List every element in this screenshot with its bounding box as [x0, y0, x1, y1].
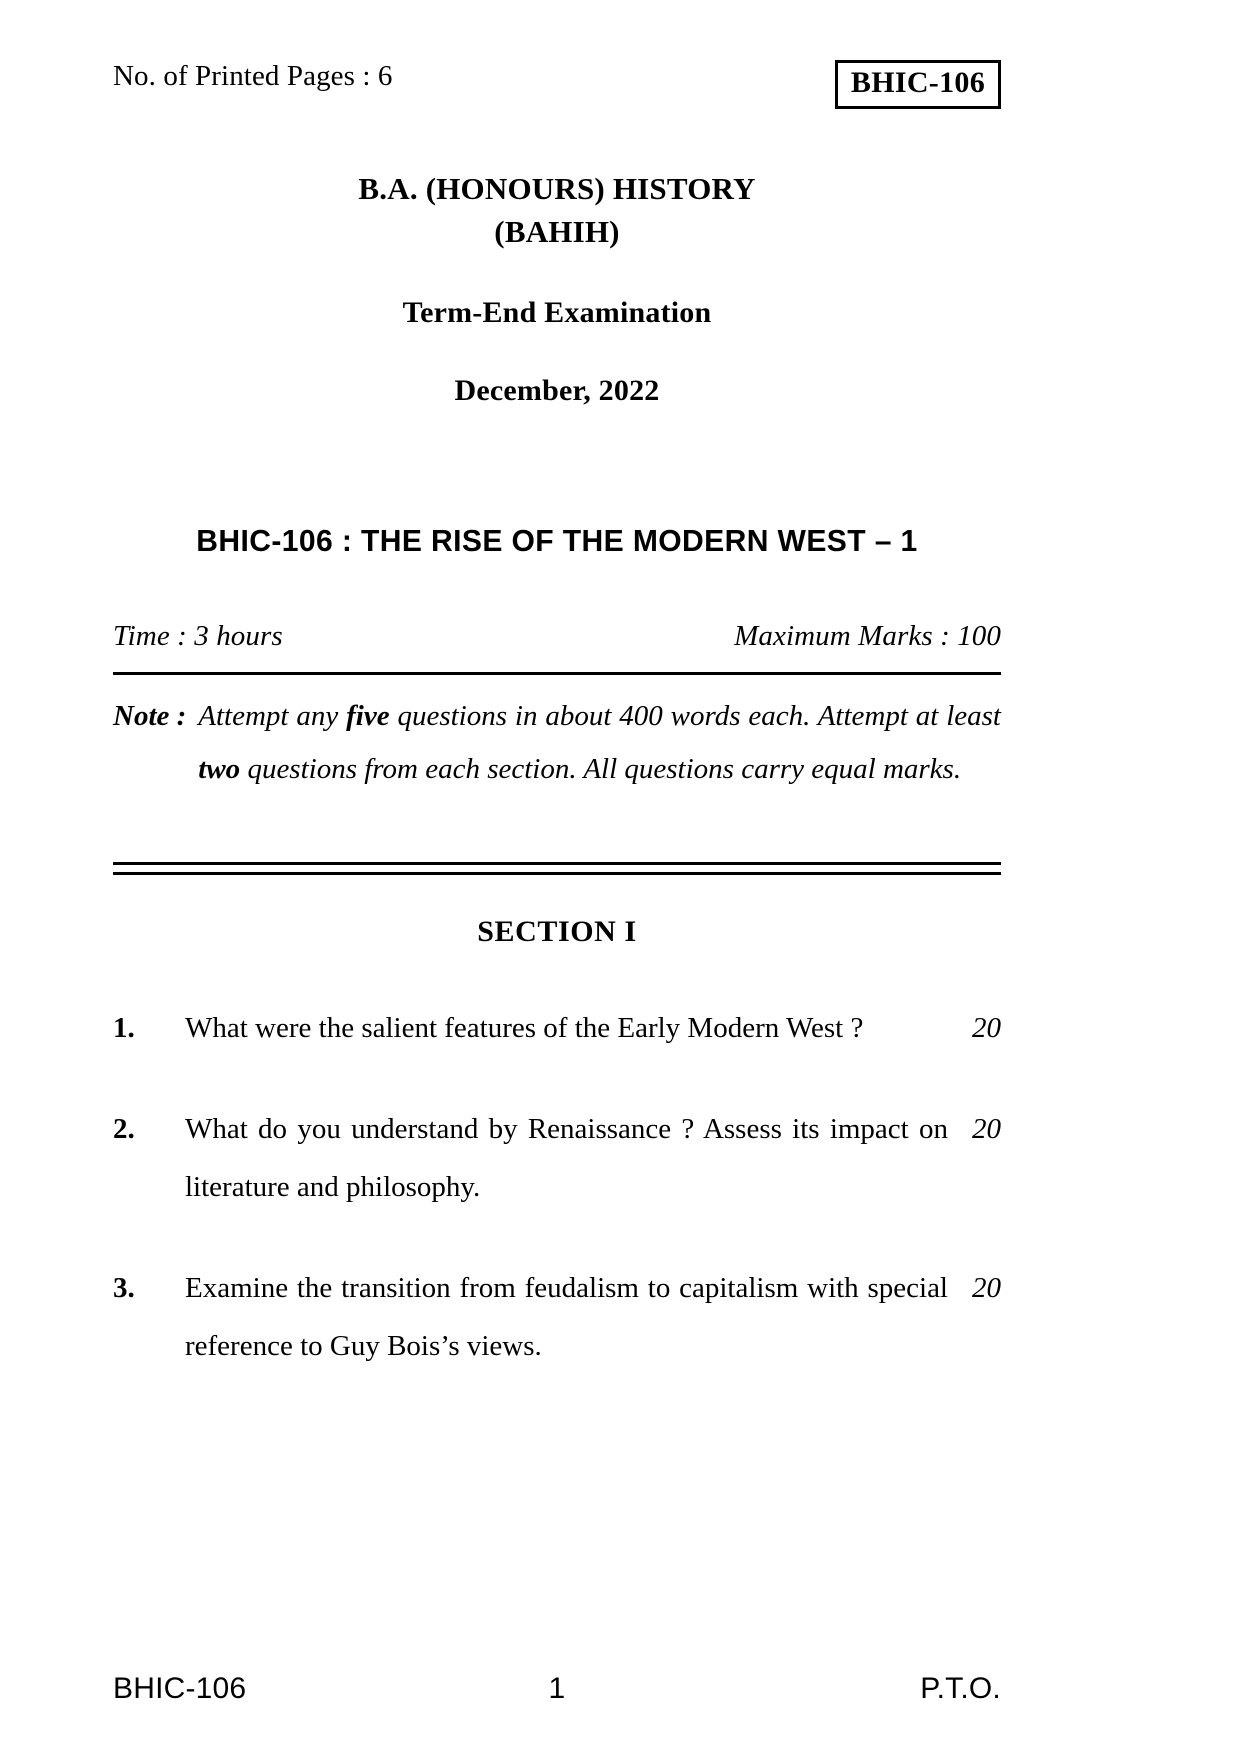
programme-title-line-1: B.A. (HONOURS) HISTORY	[358, 171, 756, 206]
exam-type-heading: Term-End Examination	[402, 295, 712, 329]
question-number: 3.	[113, 1272, 135, 1305]
printed-pages-label: No. of Printed Pages : 6	[113, 60, 393, 92]
note-block	[113, 690, 1001, 796]
footer-pto-label: P.T.O.	[920, 1672, 1001, 1705]
horizontal-rule-double	[113, 862, 1001, 875]
page-footer	[113, 1672, 1001, 1706]
question-item	[113, 1000, 1001, 1057]
question-number: 2.	[113, 1113, 135, 1146]
question-body	[185, 1000, 1001, 1057]
note-label: Note :	[113, 700, 187, 732]
question-text: What were the salient features of the Early Modern West ?	[185, 1012, 864, 1044]
question-marks: 20	[972, 1012, 1001, 1044]
question-text: What do you understand by Renaissance ? Assess its impact on literature and philosophy.	[185, 1113, 948, 1203]
horizontal-rule-single	[113, 672, 1001, 675]
exam-session-heading: December, 2022	[454, 373, 660, 407]
note-emphasis-two: two	[198, 752, 241, 785]
question-marks: 20	[972, 1113, 1001, 1146]
question-body	[185, 1260, 1001, 1375]
note-emphasis-five: five	[346, 700, 390, 732]
exam-meta-row	[113, 620, 1001, 653]
maximum-marks-label: Maximum Marks : 100	[734, 620, 1001, 652]
course-title-heading: BHIC-106 : THE RISE OF THE MODERN WEST – 1	[196, 523, 918, 558]
question-body	[185, 1101, 1001, 1216]
exam-duration-label: Time : 3 hours	[113, 620, 283, 652]
question-number: 1.	[113, 1012, 135, 1044]
footer-page-number: 1	[548, 1672, 566, 1705]
course-code-box: BHIC-106	[835, 60, 1001, 109]
note-text-part-2: questions in about 400 words each. Attempt at least	[389, 700, 1001, 732]
programme-title	[113, 168, 1001, 254]
programme-title-line-2: (BAHIH)	[494, 213, 620, 249]
note-text-part-3: questions from each section. All questions carry equal marks.	[240, 752, 962, 785]
question-text: Examine the transition from feudalism to capitalism with special reference to Guy Bois’s views.	[185, 1272, 948, 1362]
question-marks: 20	[972, 1272, 1001, 1305]
question-item	[113, 1260, 1001, 1375]
note-text-part-1: Attempt any	[198, 700, 347, 732]
questions-list	[113, 1000, 1001, 1419]
footer-course-code: BHIC-106	[113, 1672, 247, 1705]
section-heading: SECTION I	[477, 915, 637, 948]
title-block	[113, 168, 1001, 408]
question-item	[113, 1101, 1001, 1216]
note-text	[198, 690, 1001, 796]
page-header-row	[113, 60, 1001, 109]
